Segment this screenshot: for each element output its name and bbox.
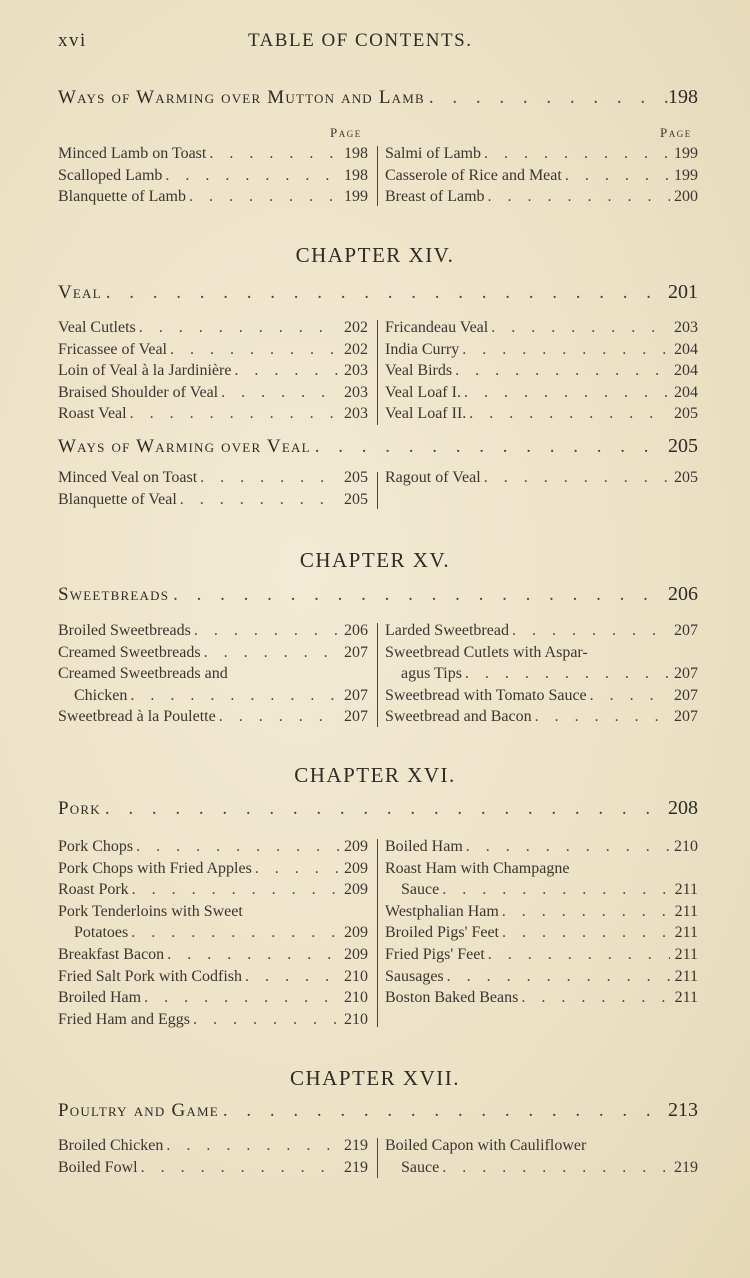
dot-leader <box>201 642 340 664</box>
dot-leader <box>485 944 670 966</box>
mutton-right-column <box>385 143 698 208</box>
dot-leader <box>190 1009 340 1031</box>
entry-title: Veal Birds <box>385 362 453 380</box>
entry-page-number: 206 <box>344 622 368 639</box>
toc-entry <box>385 642 698 664</box>
page-column-label-right: Page <box>660 125 692 140</box>
entry-title: Pork Chops <box>58 838 134 855</box>
entry-title: Sweetbread à la Poulette <box>58 708 216 726</box>
dot-leader <box>191 620 340 642</box>
entry-page-number: 209 <box>344 924 368 942</box>
dot-leader <box>242 966 340 988</box>
section-heading-sweetbreads: Sweetbreads . . . 206 <box>58 583 698 606</box>
entry-page-number: 198 <box>344 145 368 162</box>
entry-page-number: 207 <box>674 708 698 726</box>
dot-leader <box>167 339 340 361</box>
entry-page-number: 200 <box>674 188 698 206</box>
entry-page-number: 205 <box>344 469 368 486</box>
toc-entry <box>385 858 698 880</box>
entry-title: Fricandeau Veal <box>385 319 489 336</box>
column-divider <box>377 472 378 509</box>
toc-entry <box>58 489 368 511</box>
dot-leader <box>439 1157 670 1179</box>
entry-page-number: 199 <box>344 188 368 206</box>
entry-page-number: 209 <box>344 859 368 877</box>
entry-title: Boiled Fowl <box>58 1158 138 1176</box>
toc-entry <box>385 1135 698 1157</box>
dot-leader <box>499 901 670 923</box>
entry-title: Westphalian Ham <box>385 902 499 920</box>
entry-title: agus Tips <box>401 665 462 683</box>
toc-entry <box>385 186 698 208</box>
dot-leader <box>231 360 340 382</box>
entry-title: Sausages <box>385 967 444 985</box>
dot-leader <box>216 706 340 728</box>
entry-title: Potatoes <box>74 924 129 942</box>
column-divider <box>377 623 378 727</box>
toc-entry <box>385 317 698 339</box>
entry-page-number: 210 <box>344 967 368 985</box>
dot-leader <box>488 317 670 339</box>
entry-title: Veal Loaf II. <box>385 405 467 423</box>
entry-page-number: 210 <box>674 838 698 855</box>
entry-title: Broiled Pigs' Feet <box>385 924 499 942</box>
toc-entry <box>385 706 698 728</box>
toc-entry <box>385 467 698 489</box>
entry-title: Boiled Ham <box>385 838 463 855</box>
warming-veal-right-column <box>385 467 698 489</box>
entry-page-number: 219 <box>674 1158 698 1176</box>
toc-entry <box>58 879 368 901</box>
dot-leader <box>444 966 670 988</box>
entry-page-number: 203 <box>344 405 368 423</box>
toc-entry <box>385 620 698 642</box>
entry-title: Sweetbread and Bacon <box>385 708 532 726</box>
entry-title: Roast Veal <box>58 405 127 423</box>
entry-page-number: 204 <box>674 362 698 380</box>
entry-title: Roast Pork <box>58 881 129 899</box>
toc-entry <box>385 403 698 425</box>
dot-leader <box>485 186 670 208</box>
column-divider <box>377 146 378 206</box>
entry-page-number: 199 <box>674 166 698 184</box>
dot-leader <box>481 143 670 165</box>
entry-title: Sweetbread with Tomato Sauce <box>385 686 587 704</box>
entry-page-number: 209 <box>344 881 368 899</box>
section-heading-pork: Pork . . . 208 <box>58 797 698 820</box>
chapter-heading-xv: CHAPTER XV. <box>299 548 451 572</box>
dot-leader <box>252 858 340 880</box>
dot-leader <box>128 922 340 944</box>
toc-entry <box>58 922 368 944</box>
page-column-label-left: Page <box>330 125 362 140</box>
entry-page-number: 219 <box>344 1137 368 1154</box>
toc-entry <box>58 317 368 339</box>
entry-title: Pork Chops with Fried Apples <box>58 859 252 877</box>
sweetbreads-right-column <box>385 620 698 728</box>
toc-entry <box>58 186 368 208</box>
dot-leader <box>138 1157 340 1179</box>
entry-page-number: 205 <box>344 490 368 508</box>
entry-title: Creamed Sweetbreads and <box>58 665 228 683</box>
toc-entry <box>58 642 368 664</box>
entry-title: Casserole of Rice and Meat <box>385 166 562 184</box>
entry-title: Fricassee of Veal <box>58 340 167 358</box>
toc-entry <box>385 143 698 165</box>
toc-entry <box>58 901 368 923</box>
entry-page-number: 205 <box>674 469 698 486</box>
entry-page-number: 210 <box>344 989 368 1007</box>
dot-leader <box>177 489 340 511</box>
toc-entry <box>385 663 698 685</box>
toc-entry <box>58 706 368 728</box>
page-number: xvi <box>58 30 87 51</box>
entry-title: Salmi of Lamb <box>385 145 481 162</box>
sweetbreads-left-column <box>58 620 368 728</box>
entry-title: Chicken <box>74 686 128 704</box>
dot-leader <box>562 165 670 187</box>
dot-leader <box>218 382 340 404</box>
entry-title: Pork Tenderloins with Sweet <box>58 902 243 920</box>
entry-title: Veal Cutlets <box>58 319 136 336</box>
dot-leader <box>532 706 670 728</box>
dot-leader <box>466 403 670 425</box>
section-heading-poultry: Poultry and Game . . . 213 <box>58 1099 698 1122</box>
entry-title: Blanquette of Veal <box>58 490 177 508</box>
entry-page-number: 207 <box>344 708 368 726</box>
mutton-left-column <box>58 143 368 208</box>
dot-leader <box>186 186 340 208</box>
toc-entry <box>58 143 368 165</box>
dot-leader <box>452 360 670 382</box>
veal-left-column <box>58 317 368 425</box>
dot-leader <box>129 879 340 901</box>
toc-entry <box>385 966 698 988</box>
dot-leader <box>439 879 670 901</box>
toc-entry <box>385 879 698 901</box>
entry-title: Ragout of Veal <box>385 469 481 486</box>
dot-leader <box>481 467 670 489</box>
dot-leader <box>518 987 670 1009</box>
dot-leader <box>162 165 340 187</box>
entry-page-number: 211 <box>674 945 698 963</box>
entry-title: Minced Lamb on Toast <box>58 145 207 162</box>
entry-title: India Curry <box>385 340 460 358</box>
warming-veal-left-column <box>58 467 368 510</box>
toc-entry <box>58 858 368 880</box>
entry-page-number: 207 <box>674 622 698 639</box>
entry-title: Broiled Ham <box>58 989 142 1007</box>
section-heading-veal: Veal . . . 201 <box>58 281 698 304</box>
dot-leader <box>127 685 340 707</box>
toc-entry <box>58 663 368 685</box>
toc-entry <box>385 382 698 404</box>
toc-entry <box>58 944 368 966</box>
dot-leader <box>136 317 340 339</box>
entry-title: Roast Ham with Champagne <box>385 859 570 877</box>
entry-title: Breast of Lamb <box>385 188 485 206</box>
pork-left-column <box>58 836 368 1030</box>
entry-title: Sweetbread Cutlets with Aspar- <box>385 643 588 661</box>
dot-leader <box>127 403 340 425</box>
entry-title: Scalloped Lamb <box>58 166 163 184</box>
dot-leader <box>587 685 670 707</box>
entry-page-number: 207 <box>674 686 698 704</box>
toc-entry <box>58 382 368 404</box>
dot-leader <box>463 836 670 858</box>
toc-entry <box>58 1009 368 1031</box>
entry-page-number: 211 <box>674 967 698 985</box>
entry-title: Broiled Sweetbreads <box>58 622 191 639</box>
entry-page-number: 209 <box>344 838 368 855</box>
toc-entry <box>385 987 698 1009</box>
column-divider <box>377 839 378 1027</box>
chapter-heading-xvi: CHAPTER XVI. <box>294 763 456 787</box>
section-heading-mutton: Ways of Warming over Mutton and Lamb . . . 198 <box>58 86 698 109</box>
entry-title: Loin of Veal à la Jardinière <box>58 362 232 380</box>
toc-entry <box>58 685 368 707</box>
column-divider <box>377 320 378 425</box>
entry-title: Fried Pigs' Feet <box>385 945 485 963</box>
section-heading-warming-veal: Ways of Warming over Veal . . . 205 <box>58 435 698 458</box>
entry-page-number: 211 <box>674 924 698 942</box>
toc-entry <box>58 836 368 858</box>
entry-title: Boston Baked Beans <box>385 989 519 1007</box>
toc-entry <box>385 339 698 361</box>
entry-page-number: 202 <box>344 319 368 336</box>
entry-page-number: 203 <box>344 383 368 401</box>
toc-entry <box>385 685 698 707</box>
column-divider <box>377 1138 378 1178</box>
entry-title: Blanquette of Lamb <box>58 188 186 206</box>
entry-title: Veal Loaf I. <box>385 383 461 401</box>
entry-page-number: 207 <box>674 665 698 683</box>
entry-title: Breakfast Bacon <box>58 945 165 963</box>
entry-title: Fried Ham and Eggs <box>58 1010 190 1028</box>
toc-entry <box>385 360 698 382</box>
toc-entry <box>58 165 368 187</box>
toc-entry <box>385 1157 698 1179</box>
entry-page-number: 204 <box>674 383 698 401</box>
toc-entry <box>58 1157 368 1179</box>
toc-entry <box>385 922 698 944</box>
poultry-left-column <box>58 1135 368 1178</box>
toc-entry <box>58 620 368 642</box>
entry-page-number: 211 <box>674 881 698 899</box>
toc-entry <box>58 966 368 988</box>
entry-title: Sauce <box>401 1158 440 1176</box>
toc-entry <box>385 165 698 187</box>
dot-leader <box>163 1135 340 1157</box>
entry-title: Broiled Chicken <box>58 1137 164 1154</box>
toc-entry <box>58 403 368 425</box>
entry-page-number: 203 <box>344 362 368 380</box>
toc-entry <box>385 901 698 923</box>
dot-leader <box>509 620 670 642</box>
toc-entry <box>58 360 368 382</box>
dot-leader <box>197 467 340 489</box>
entry-title: Sauce <box>401 881 440 899</box>
entry-page-number: 219 <box>344 1158 368 1176</box>
entry-page-number: 209 <box>344 945 368 963</box>
toc-entry <box>58 987 368 1009</box>
entry-page-number: 199 <box>674 145 698 162</box>
toc-entry <box>58 1135 368 1157</box>
dot-leader <box>459 339 670 361</box>
entry-title: Larded Sweetbread <box>385 622 509 639</box>
entry-title: Fried Salt Pork with Codfish <box>58 967 243 985</box>
entry-page-number: 210 <box>344 1010 368 1028</box>
dot-leader <box>499 922 670 944</box>
toc-entry <box>385 836 698 858</box>
toc-entry <box>58 467 368 489</box>
dot-leader <box>133 836 340 858</box>
dot-leader <box>462 663 670 685</box>
entry-title: Braised Shoulder of Veal <box>58 383 219 401</box>
entry-title: Creamed Sweetbreads <box>58 643 201 661</box>
toc-entry <box>58 339 368 361</box>
entry-page-number: 204 <box>674 340 698 358</box>
dot-leader <box>141 987 340 1009</box>
entry-page-number: 207 <box>344 686 368 704</box>
entry-title: Boiled Capon with Cauliflower <box>385 1137 587 1154</box>
entry-page-number: 211 <box>674 989 698 1007</box>
dot-leader <box>206 143 340 165</box>
dot-leader <box>461 382 670 404</box>
entry-page-number: 211 <box>674 902 698 920</box>
running-title: TABLE OF CONTENTS. <box>248 30 473 51</box>
chapter-heading-xvii: CHAPTER XVII. <box>290 1066 460 1090</box>
poultry-right-column <box>385 1135 698 1178</box>
veal-right-column <box>385 317 698 425</box>
dot-leader <box>164 944 340 966</box>
chapter-heading-xiv: CHAPTER XIV. <box>295 243 455 267</box>
toc-entry <box>385 944 698 966</box>
entry-page-number: 202 <box>344 340 368 358</box>
entry-page-number: 205 <box>674 405 698 423</box>
entry-page-number: 207 <box>344 643 368 661</box>
entry-title: Minced Veal on Toast <box>58 469 198 486</box>
pork-right-column <box>385 836 698 1009</box>
entry-page-number: 198 <box>344 166 368 184</box>
entry-page-number: 203 <box>674 319 698 336</box>
